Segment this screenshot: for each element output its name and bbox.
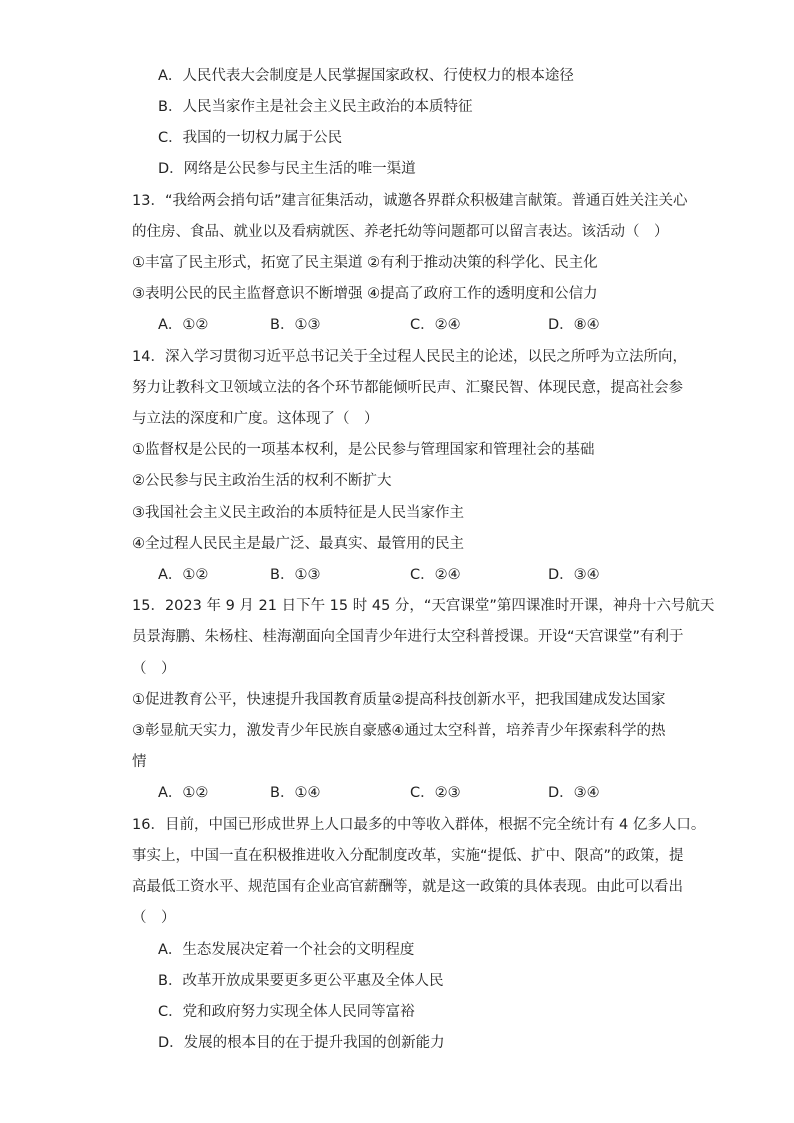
q13-choice-b: B．①③ xyxy=(270,317,321,333)
q14-statement-2: ②公民参与民主政治生活的权利不断扩大 xyxy=(132,473,392,489)
q16-stem-line-3: 高最低工资水平、规范国有企业高官薪酬等，就是这一政策的具体表现。由此可以看出 xyxy=(132,879,683,895)
q13-statement-line-2: ③表明公民的民主监督意识不断增强 ④提高了政府工作的透明度和公信力 xyxy=(132,286,598,302)
q15-choice-d: D．③④ xyxy=(548,785,600,801)
q12-option-c: C．我国的一切权力属于公民 xyxy=(158,130,343,146)
q15-choice-c: C．②③ xyxy=(410,785,461,801)
q13-statement-line-1: ①丰富了民主形式，拓宽了民主渠道 ②有利于推动决策的科学化、民主化 xyxy=(132,255,598,271)
q13-choice-d: D．⑧④ xyxy=(548,317,600,333)
q15-stem-line-2: 员景海鹏、朱杨柱、桂海潮面向全国青少年进行太空科普授课。开设“天宫课堂”有利于 xyxy=(132,629,684,645)
q12-option-d: D．网络是公民参与民主生活的唯一渠道 xyxy=(158,161,416,177)
q13-stem-line-1: 13．“我给两会捎句话”建言征集活动，诚邀各界群众积极建言献策。普通百姓关注关心 xyxy=(132,193,688,209)
q15-statement-line-2: ③彰显航天实力，激发青少年民族自豪感④通过太空科普，培养青少年探索科学的热 xyxy=(132,723,666,739)
q16-stem-line-4: （ ） xyxy=(132,910,176,926)
q14-statement-1: ①监督权是公民的一项基本权利，是公民参与管理国家和管理社会的基础 xyxy=(132,442,595,458)
q14-choice-a: A．①② xyxy=(158,567,209,583)
q16-option-d: D．发展的根本目的在于提升我国的创新能力 xyxy=(158,1035,445,1051)
q15-statement-line-1: ①促进教育公平，快速提升我国教育质量②提高科技创新水平，把我国建成发达国家 xyxy=(132,692,666,708)
q14-stem-line-1: 14．深入学习贯彻习近平总书记关于全过程人民民主的论述，以民之所呼为立法所向， xyxy=(132,349,687,365)
q16-option-b: B．改革开放成果要更多更公平惠及全体人民 xyxy=(158,973,444,989)
q16-stem-line-1: 16．目前，中国已形成世界上人口最多的中等收入群体，根据不完全统计有 4 亿多人口。 xyxy=(132,817,706,833)
q13-choice-a: A．①② xyxy=(158,317,209,333)
q12-option-b: B．人民当家作主是社会主义民主政治的本质特征 xyxy=(158,99,473,115)
q14-choice-c: C．②④ xyxy=(410,567,461,583)
q15-stem-line-3: （ ） xyxy=(132,661,176,677)
q14-stem-line-2: 努力让教科文卫领域立法的各个环节都能倾听民声、汇聚民智、体现民意，提高社会参 xyxy=(132,380,683,396)
q14-choice-b: B．①③ xyxy=(270,567,321,583)
q16-stem-line-2: 事实上，中国一直在积极推进收入分配制度改革，实施“提低、扩中、限高”的政策，提 xyxy=(132,848,684,864)
q14-stem-line-3: 与立法的深度和广度。这体现了（ ） xyxy=(132,411,379,427)
q16-option-c: C．党和政府努力实现全体人民同等富裕 xyxy=(158,1004,415,1020)
q14-choice-d: D．③④ xyxy=(548,567,600,583)
q13-choice-c: C．②④ xyxy=(410,317,461,333)
q15-choice-b: B．①④ xyxy=(270,785,321,801)
q15-stem-line-1: 15．2023 年 9 月 21 日下午 15 时 45 分，“天宫课堂”第四课准时开课，神舟十六号航天 xyxy=(132,598,715,614)
q14-statement-4: ④全过程人民民主是最广泛、最真实、最管用的民主 xyxy=(132,536,464,552)
q15-choice-a: A．①② xyxy=(158,785,209,801)
q14-statement-3: ③我国社会主义民主政治的本质特征是人民当家作主 xyxy=(132,505,464,521)
q12-option-a: A．人民代表大会制度是人民掌握国家政权、行使权力的根本途径 xyxy=(158,68,574,84)
q15-statement-line-3: 情 xyxy=(132,754,147,770)
q16-option-a: A．生态发展决定着一个社会的文明程度 xyxy=(158,942,415,958)
q13-stem-line-2: 的住房、食品、就业以及看病就医、养老托幼等问题都可以留言表达。该活动（ ） xyxy=(132,224,669,240)
